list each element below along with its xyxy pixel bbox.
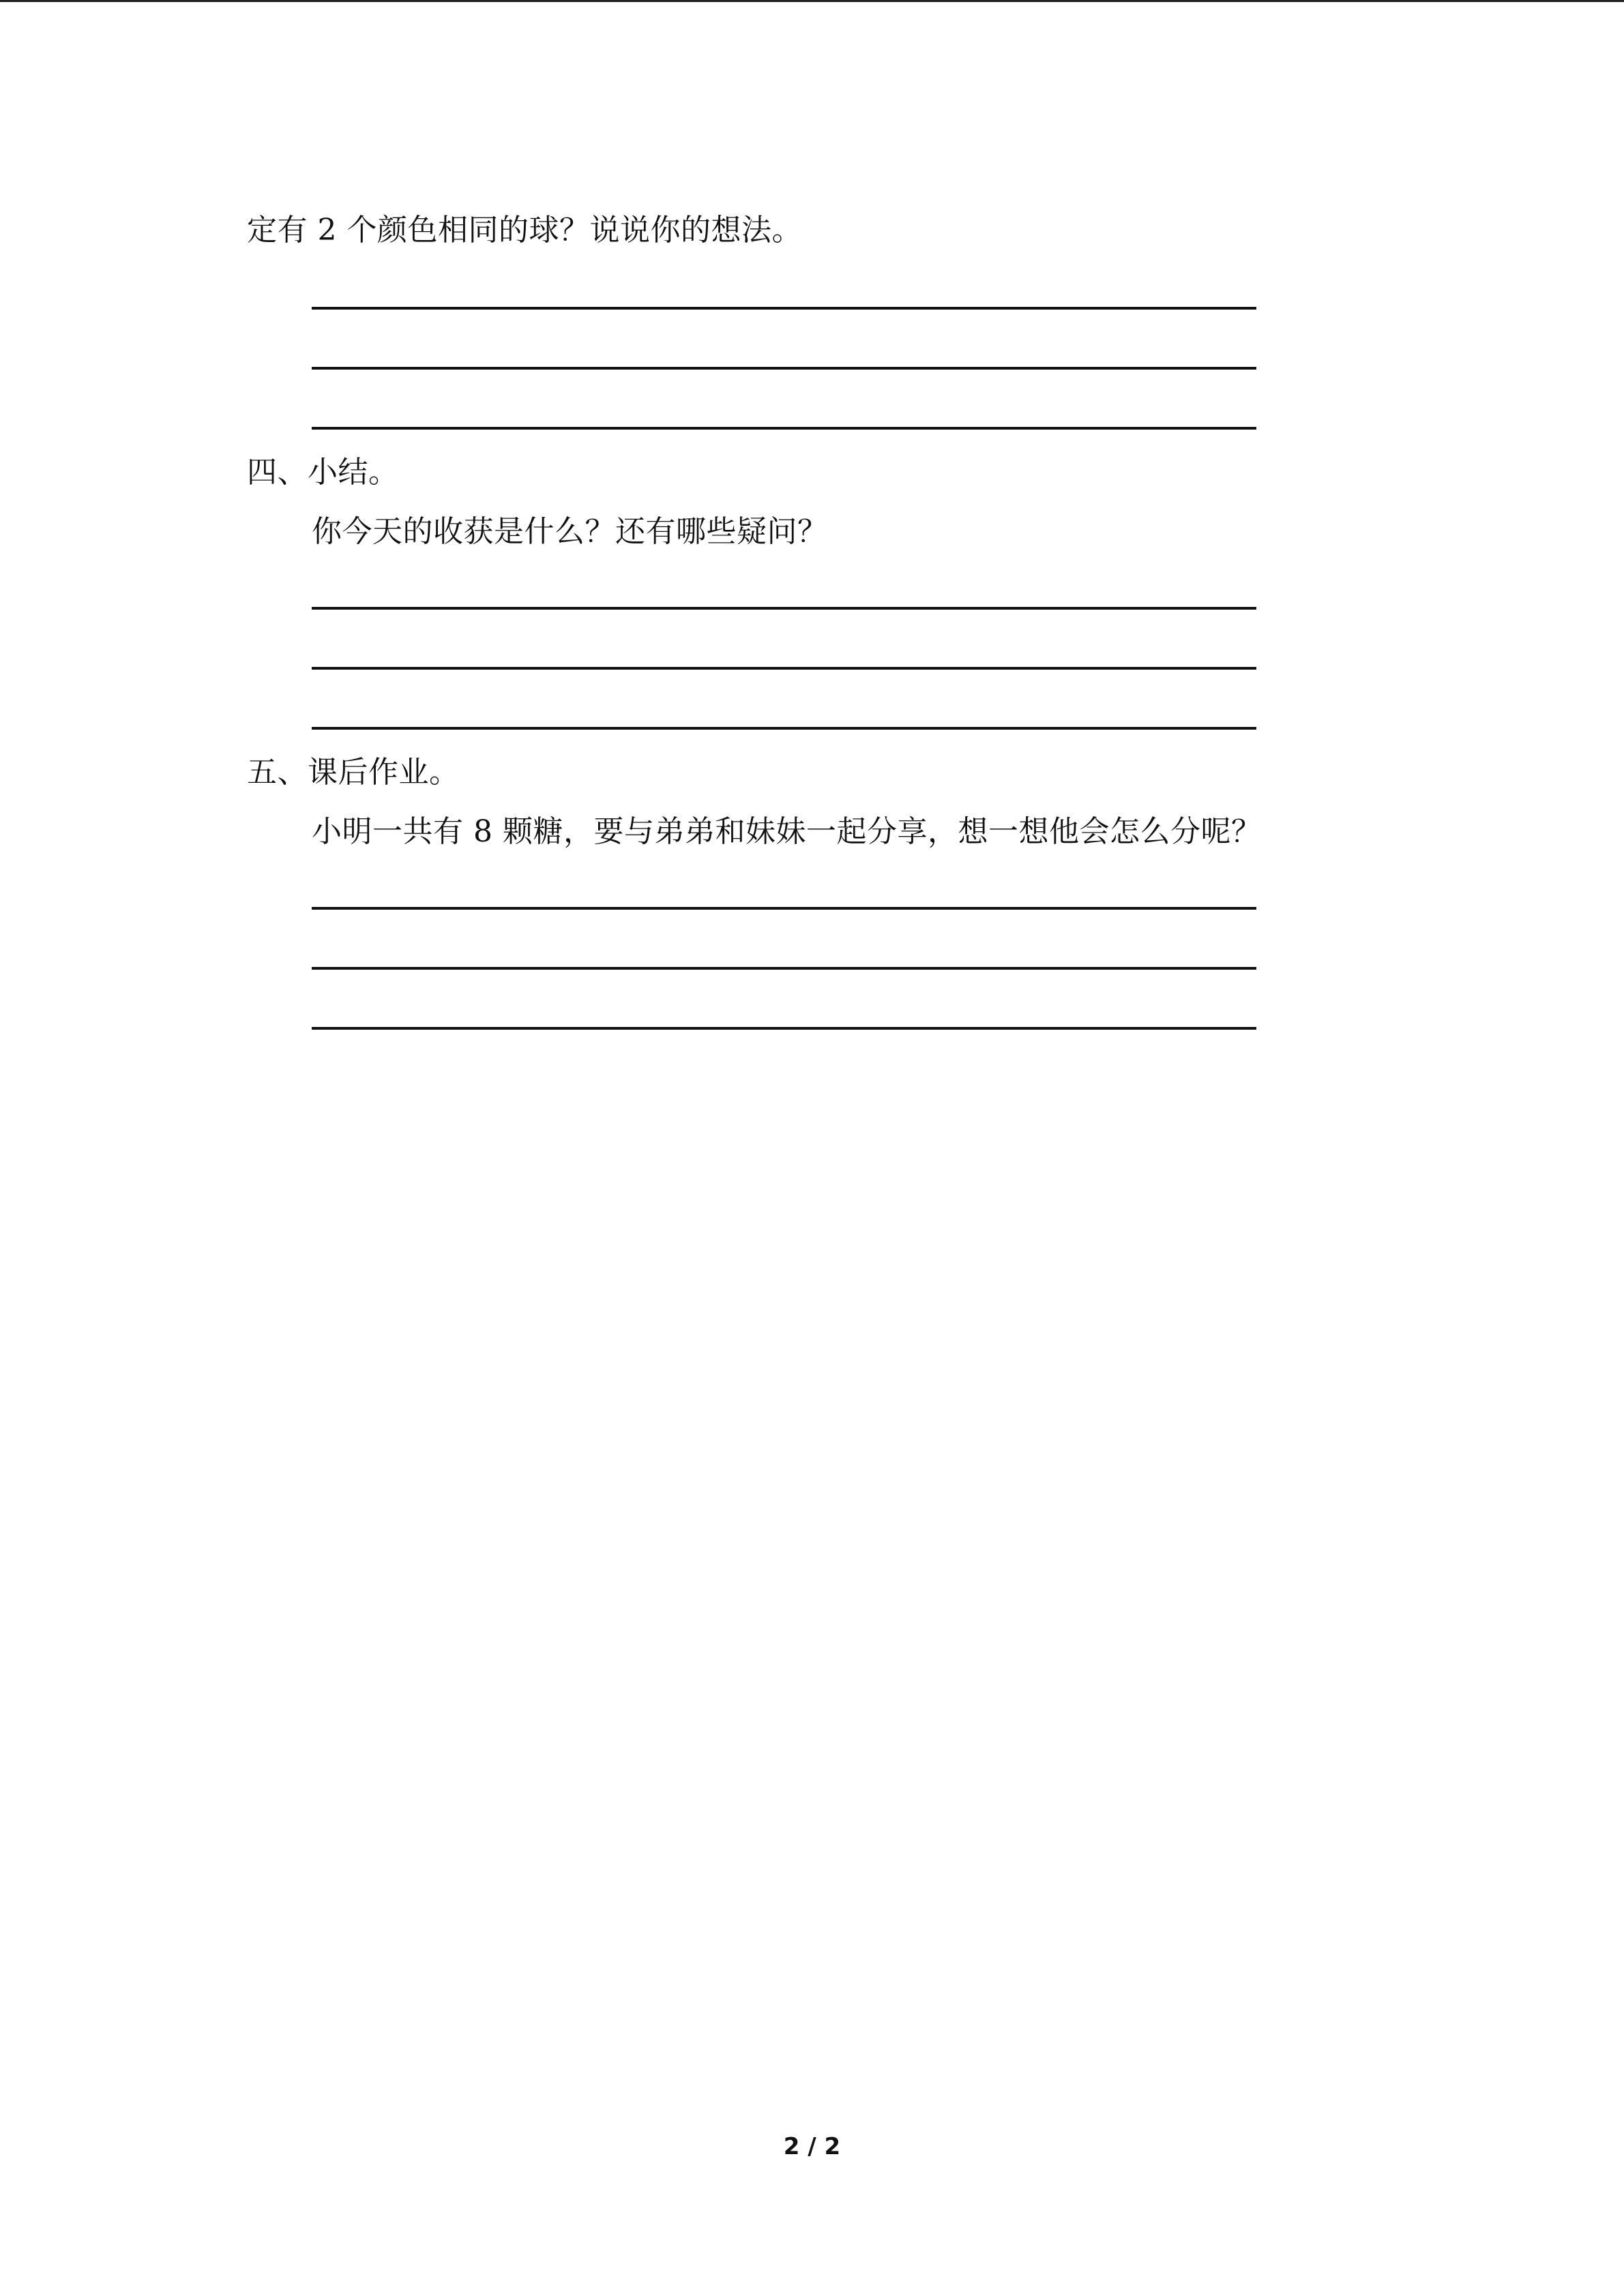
answer-line (312, 607, 1256, 610)
answer-line (312, 967, 1256, 970)
answer-line (312, 307, 1256, 310)
section-five-heading: 五、课后作业。 (247, 755, 460, 790)
answer-line (312, 907, 1256, 910)
section-four-prompt: 你今天的收获是什么？还有哪些疑问？ (312, 514, 828, 549)
continued-question-text: 定有 2 个颜色相同的球？说说你的想法。 (247, 213, 802, 248)
answer-line (312, 1027, 1256, 1030)
answer-line (312, 427, 1256, 430)
answer-line (312, 727, 1256, 730)
answer-line (312, 667, 1256, 670)
section-four-heading: 四、小结。 (247, 455, 399, 490)
section-five-prompt: 小明一共有 8 颗糖，要与弟弟和妹妹一起分享，想一想他会怎么分呢？ (312, 814, 1262, 849)
page-number: 2 / 2 (783, 2133, 841, 2160)
page-top-border (0, 0, 1624, 2)
answer-line (312, 367, 1256, 370)
